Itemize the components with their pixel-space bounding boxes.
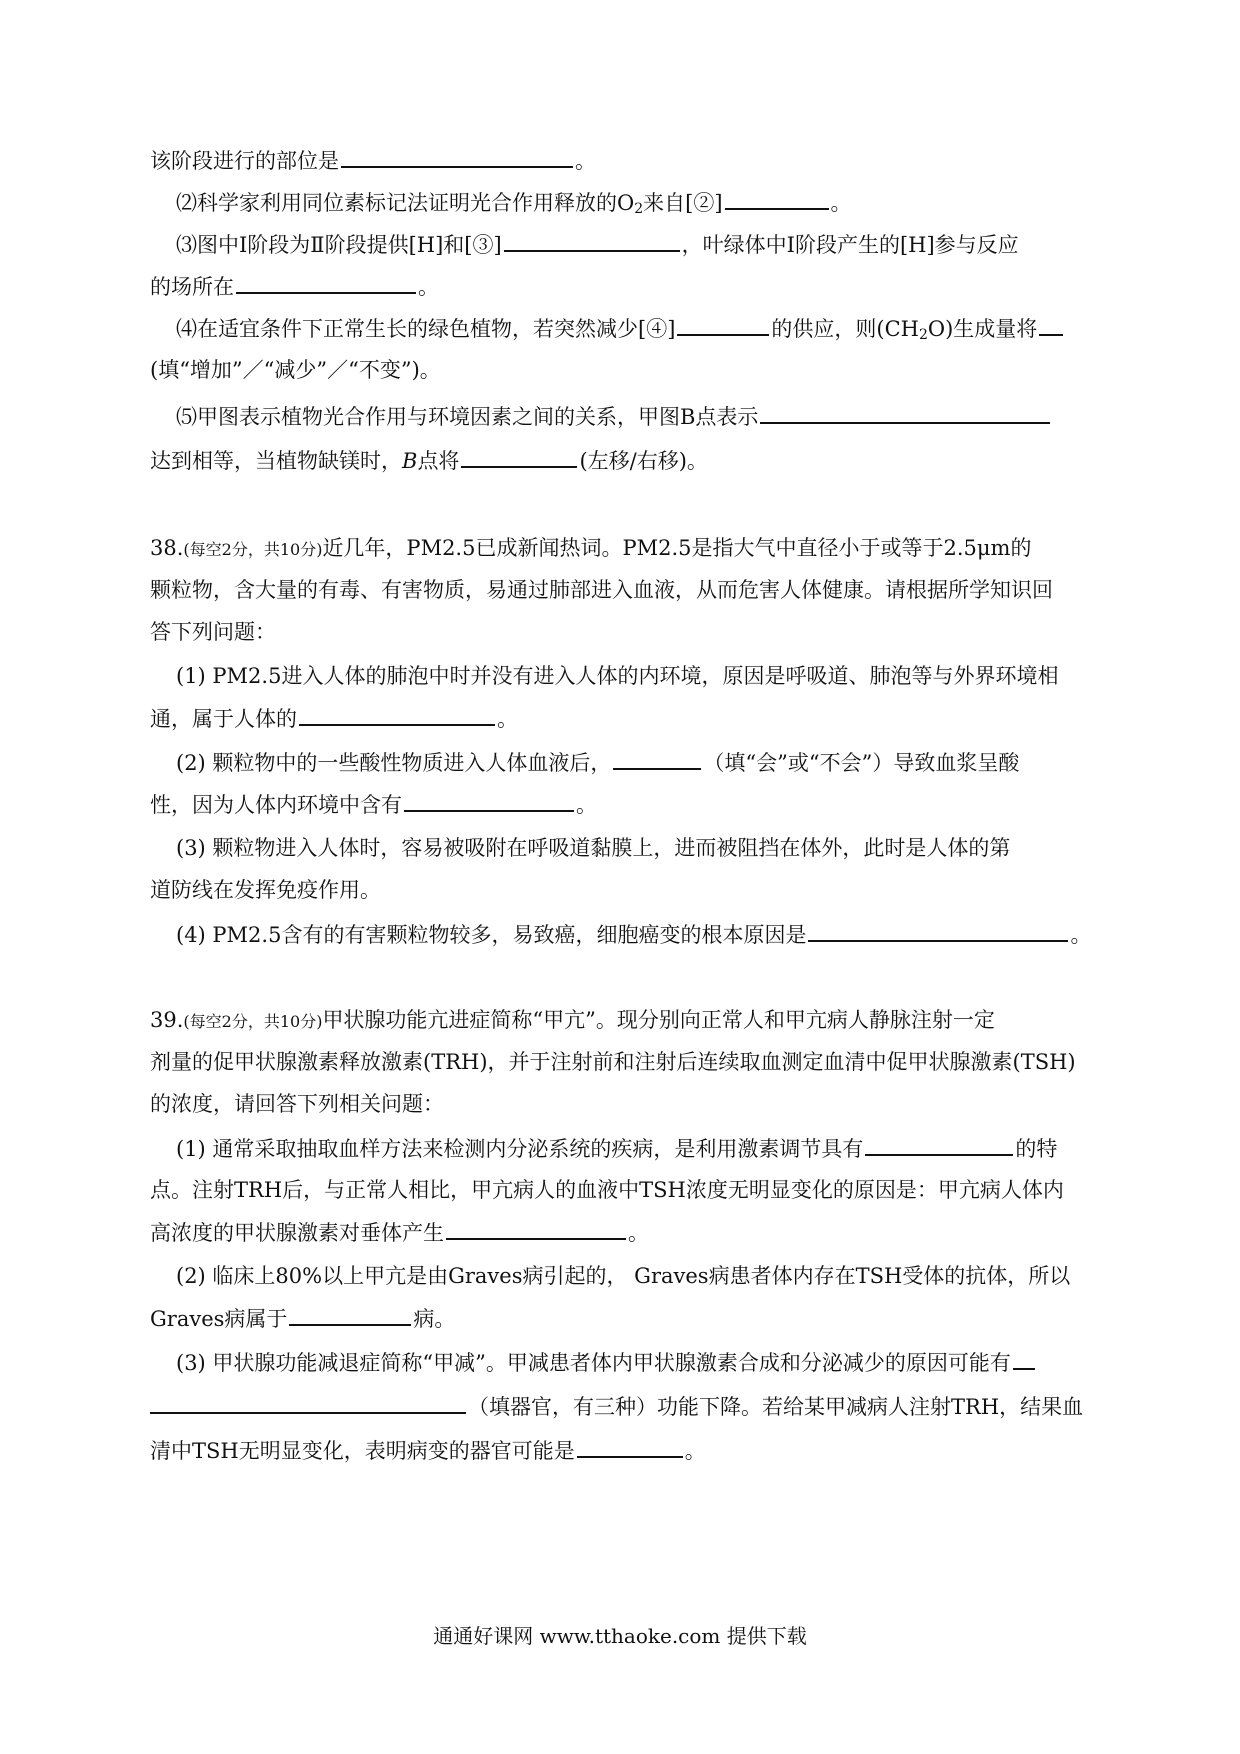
text: （填“会”或“不会”）导致血浆呈酸 [703,751,1020,775]
text: (3) 颗粒物进入人体时，容易被吸附在呼吸道黏膜上，进而被阻挡在体外，此时是人体的第 [176,836,1011,860]
q38-intro-2 [150,576,1100,604]
text: (1) PM2.5进入人体的肺泡中时并没有进入人体的内环境，原因是呼吸道、肺泡等与外界环境相 [176,664,1059,688]
text: ⑵科学家利用同位素标记法证明光合作用释放的O [176,191,635,215]
text: 点。注射TRH后，与正常人相比，甲亢病人的血液中TSH浓度无明显变化的原因是：甲亢病人体内 [150,1178,1064,1202]
text: (4) PM2.5含有的有害颗粒物较多，易致癌，细胞癌变的根本原因是 [176,923,807,947]
q38-sub4 [176,920,1126,949]
text: 。 [575,149,596,173]
text: 。 [497,707,518,731]
text: (左移/右移)。 [579,449,708,473]
text: 来自[②] [643,191,723,215]
text: ⑸甲图表示植物光合作用与环境因素之间的关系，甲图B点表示 [176,405,759,429]
q37-sub2 [176,188,1126,223]
text: (1) 通常采取抽取血样方法来检测内分泌系统的疾病，是利用激素调节具有 [176,1137,864,1161]
q38-sub2-cont [150,790,1100,819]
points: (每空2分，共10分) [183,1012,323,1031]
answer-blank[interactable] [236,272,416,294]
text: (3) 甲状腺功能减退症简称“甲减”。甲减患者体内甲状腺激素合成和分泌减少的原因可能有 [176,1351,1011,1375]
text: 通，属于人体的 [150,707,297,731]
q39-sub2-cont [150,1304,1100,1333]
answer-blank[interactable] [613,748,701,770]
q37-sub5-cont [150,446,1100,475]
q39-sub1-cont2 [150,1218,1100,1247]
answer-blank[interactable] [1013,1348,1035,1370]
text: 道防线在发挥免疫作用。 [150,878,381,902]
text: 达到相等，当植物缺镁时， [150,449,402,473]
text: 。 [418,275,439,299]
text: 高浓度的甲状腺激素对垂体产生 [150,1221,444,1245]
text: O)生成量将 [927,317,1038,341]
text: 的特 [1015,1137,1058,1161]
text: ，叶绿体中Ⅰ阶段产生的[H]参与反应 [681,233,1019,257]
answer-blank[interactable] [577,1436,683,1458]
answer-blank[interactable] [446,1218,626,1240]
q37-sub5 [176,402,1126,431]
q39-sub1 [176,1134,1126,1163]
points: (每空2分，共10分) [183,540,323,559]
answer-blank[interactable] [760,402,1050,424]
text: 性，因为人体内环境中含有 [150,793,402,817]
q39-intro-3 [150,1090,1100,1118]
text: 近几年，PM2.5已成新闻热词。PM2.5是指大气中直径小于或等于2.5μm的 [322,536,1032,560]
text: (2) 颗粒物中的一些酸性物质进入人体血液后， [176,751,612,775]
answer-blank[interactable] [504,230,680,252]
q37-sub3-cont [150,272,1100,301]
q39-sub3-cont2 [150,1436,1100,1465]
text: 病。 [413,1307,456,1331]
answer-blank[interactable] [808,920,1068,942]
q37-sub4 [176,314,1126,349]
text: 该阶段进行的部位是 [150,149,339,173]
q38-sub1-cont [150,704,1100,733]
q39-sub2 [176,1262,1126,1290]
subscript: 2 [918,327,928,343]
text: 。 [1070,923,1092,947]
answer-blank[interactable] [677,314,769,336]
q38-intro-3 [150,618,1100,646]
q39-sub1-cont [150,1176,1100,1204]
text: ⑶图中Ⅰ阶段为Ⅱ阶段提供[H]和[③] [176,233,502,257]
text: (2) 临床上80%以上甲亢是由Graves病引起的， Graves病患者体内存在TSH受体的抗体，所以 [176,1264,1071,1288]
subscript: 2 [634,201,644,217]
q39-intro-1 [150,1006,1100,1036]
q37-sub4-cont [150,356,1100,384]
page-footer: 通通好课网 www.tthaoke.com 提供下载 [433,1624,807,1648]
text: 。 [830,191,852,215]
q39-sub3-cont [150,1392,1100,1421]
text: 。 [628,1221,649,1245]
q39-sub3 [176,1348,1126,1377]
answer-blank[interactable] [299,704,495,726]
text: （填器官，有三种）功能下降。若给某甲减病人注射TRH，结果血 [468,1395,1084,1419]
text: ⑷在适宜条件下正常生长的绿色植物，若突然减少[④] [176,317,676,341]
text: 颗粒物，含大量的有毒、有害物质，易通过肺部进入血液，从而危害人体健康。请根据所学知识回 [150,578,1053,602]
text: 剂量的促甲状腺激素释放激素(TRH)，并于注射前和注射后连续取血测定血清中促甲状腺激素(TSH) [150,1050,1076,1074]
text: 点将 [417,449,460,473]
question-number: 38. [150,536,184,560]
italic-B: B [402,449,418,473]
answer-blank[interactable] [341,146,573,168]
answer-blank[interactable] [150,1392,466,1414]
q37-location-line [150,146,1100,175]
q37-sub3 [176,230,1126,259]
answer-blank[interactable] [289,1304,411,1326]
answer-blank[interactable] [461,446,577,468]
text: Graves病属于 [150,1307,288,1331]
answer-blank[interactable] [404,790,574,812]
text: 答下列问题： [150,620,276,644]
q38-sub2 [176,748,1126,777]
q38-intro-1 [150,534,1100,564]
text: 甲状腺功能亢进症简称“甲亢”。现分别向正常人和甲亢病人静脉注射一定 [322,1008,995,1032]
answer-blank[interactable] [865,1134,1013,1156]
text: 。 [684,1439,706,1463]
text: 的浓度，请回答下列相关问题： [150,1092,444,1116]
q39-intro-2 [150,1048,1100,1076]
question-number: 39. [150,1008,184,1032]
q38-sub3 [176,834,1126,862]
text: 清中TSH无明显变化，表明病变的器官可能是 [150,1439,575,1463]
text: 的场所在 [150,275,234,299]
q38-sub1 [176,662,1126,690]
text: 的供应，则(CH [771,317,919,341]
q38-sub3-cont [150,876,1100,904]
text: (填“增加”／“减少”／“不变”)。 [150,358,441,382]
answer-blank[interactable] [725,188,829,210]
text: 。 [576,793,597,817]
answer-blank[interactable] [1039,314,1063,336]
